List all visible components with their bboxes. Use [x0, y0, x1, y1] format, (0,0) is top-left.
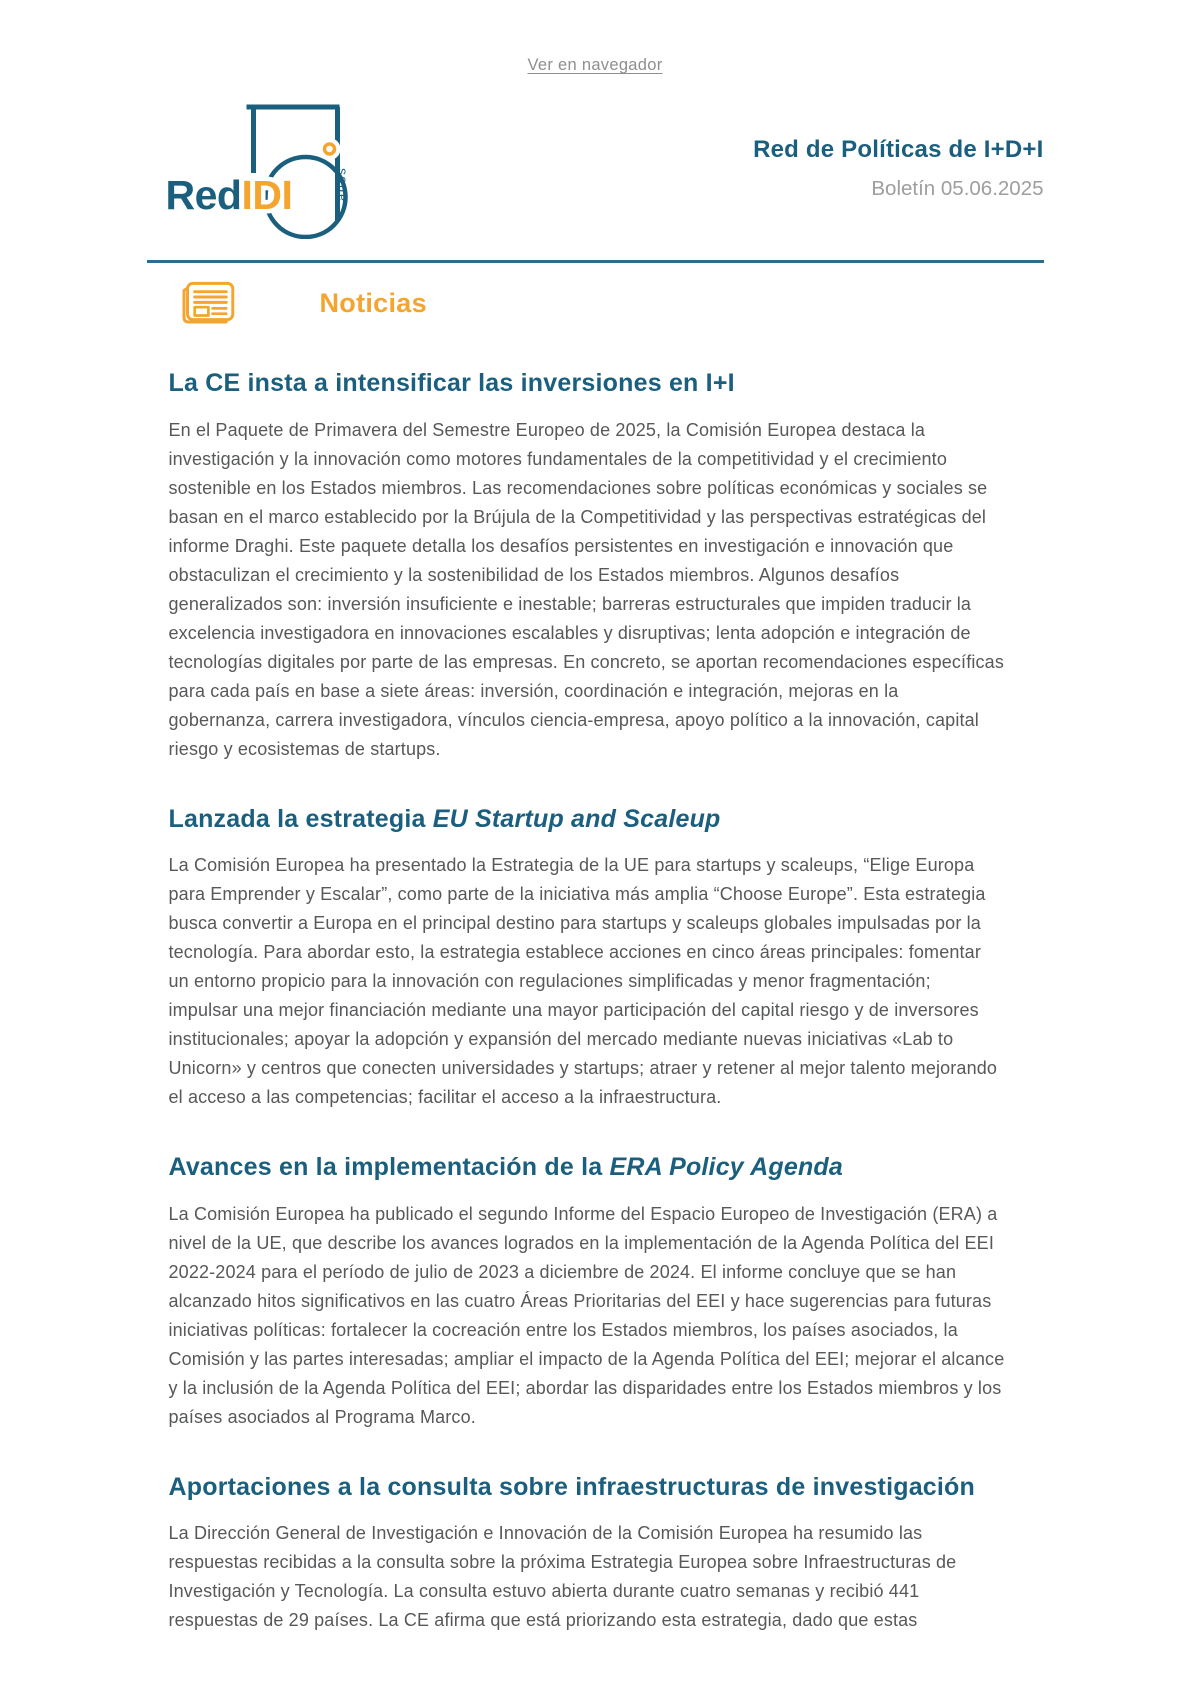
article-title: Lanzada la estrategia EU Startup and Scaleup	[168, 804, 721, 833]
article-title: Aportaciones a la consulta sobre infraestructuras de investigación	[168, 1472, 975, 1501]
logo-anniversary-label: años	[333, 166, 348, 201]
article-startup-scaleup	[169, 803, 1022, 1113]
article-body: La Comisión Europea ha publicado el segundo Informe del Espacio Europeo de Investigación (ERA) a nivel de la UE, que describe los avances logrados en la implementación de la Agenda Política del EEI 2022-2024 para el período de julio de 2023 a diciembre de 2024. El informe concluye que se han alcanzado hitos significativos en las cuatro Áreas Prioritarias del EEI y hace sugerencias para futuras iniciativas políticas: fortalecer la cocreación entre los Estados miembros, los países asociados, la Comisión y las partes interesadas; ampliar el impacto de la Agenda Política del EEI; mejorar el alcance y la inclusión de la Agenda Política del EEI; abordar las disparidades entre los Estados miembros y los países asociados al Programa Marco.	[168, 1203, 1005, 1427]
header-divider	[147, 260, 1044, 263]
preheader	[0, 0, 1190, 75]
article-title: Avances en la implementación de la ERA Policy Agenda	[168, 1153, 844, 1181]
section-title-noticias: Noticias	[319, 287, 427, 318]
article-ce-inversiones	[169, 367, 1022, 764]
view-in-browser-link[interactable]: Ver en navegador	[527, 56, 663, 74]
article-body: La Dirección General de Investigación e Innovación de la Comisión Europea ha resumido las respuestas recibidas a la consulta sobre la próxima Estrategia Europea sobre Infraestructuras de Investigación y Tecnología. La consulta estuvo abierta durante cuatro semanas y recibió 441 respuestas de 29 países. La CE afirma que está priorizando esta estrategia, dado que estas	[168, 1523, 957, 1630]
news-section-header	[147, 278, 1044, 328]
article-body: En el Paquete de Primavera del Semestre Europeo de 2025, la Comisión Europea destaca la investigación y la innovación como motores fundamentales de la competitividad y el crecimiento sostenible en los Estados miembros. Las recomendaciones sobre políticas económicas y sociales se basan en el marco establecido por la Brújula de la Competitividad y las perspectivas estratégicas del informe Draghi. Este paquete detalla los desafíos persistentes en investigación e innovación que obstaculizan el crecimiento y la sostenibilidad de los Estados miembros. Algunos desafíos generalizados son: inversión insuficiente e inestable; barreras estructurales que impiden traducir la excelencia investigadora en innovaciones escalables y disruptivas; lenta adopción e integración de tecnologías digitales por parte de las empresas. En concreto, se aportan recomendaciones específicas para cada país en base a siete áreas: inversión, coordinación e integración, mejoras en la gobernanza, carrera investigadora, vínculos ciencia-empresa, apoyo político a la innovación, capital riesgo y ecosistemas de startups.	[168, 419, 1004, 759]
newspaper-icon	[174, 278, 238, 328]
article-consulta-infraestructuras	[169, 1471, 1022, 1636]
articles-list	[147, 367, 1044, 1635]
article-body: La Comisión Europea ha presentado la Estrategia de la UE para startups y scaleups, “Elige Europa para Emprender y Escalar”, como parte de la iniciativa más amplia “Choose Europe”. Esta estrategia busca convertir a Europa en el principal destino para startups y scaleups globales impulsadas por la tecnología. Para abordar esto, la estrategia establece acciones en cinco áreas principales: fomentar un entorno propicio para la innovación con regulaciones simplificadas y menor fragmentación; impulsar una mejor financiación mediante una mayor participación del capital riesgo y de inversores institucionales; apoyar la adopción y expansión del mercado mediante nuevas iniciativas «Lab to Unicorn» y centros que conecten universidades y startups; atraer y retener al mejor talento mejorando el acceso a las competencias; facilitar el acceso a la infraestructura.	[168, 855, 998, 1107]
article-era-policy-agenda	[169, 1151, 1022, 1432]
newsletter-date: Boletín 05.06.2025	[871, 176, 1044, 200]
logo-degree-knockout	[318, 138, 340, 160]
redidi-logo	[161, 97, 366, 239]
newsletter-title: Red de Políticas de I+D+I	[753, 135, 1044, 163]
brand-text	[753, 136, 1043, 201]
header	[147, 97, 1044, 239]
logo-wordmark: RedIDI	[165, 172, 292, 218]
article-title: La CE insta a intensificar las inversiones en I+I	[168, 369, 735, 397]
